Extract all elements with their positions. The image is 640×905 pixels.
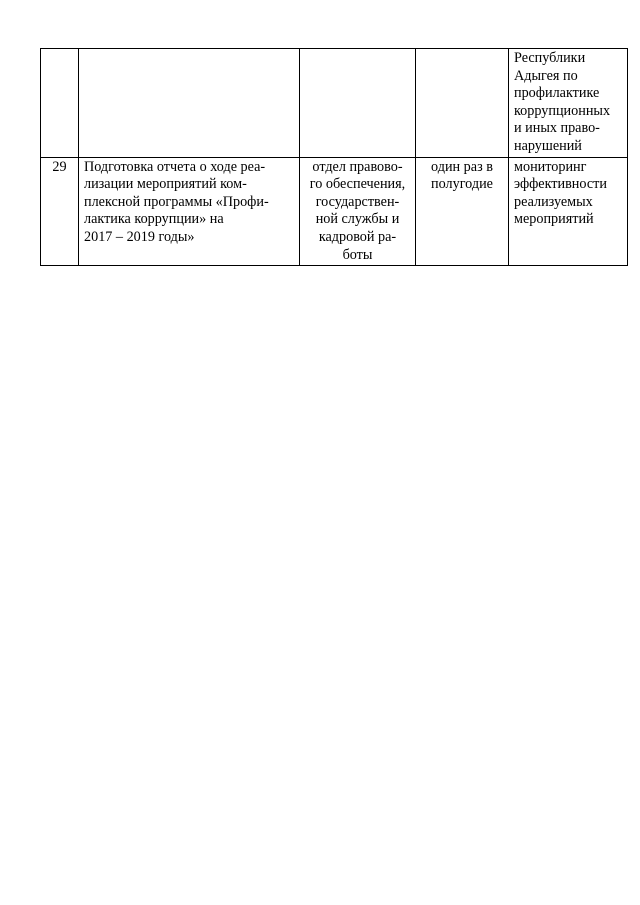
executor-line: боты — [342, 246, 373, 263]
measures-table — [40, 48, 628, 266]
table-row-continuation — [41, 49, 628, 158]
result-line: коррупционных — [514, 102, 611, 119]
cell-event — [79, 157, 300, 266]
event-line: лактика коррупции» на — [84, 211, 224, 228]
event-line: Подготовка отчета о ходе реа- — [84, 158, 266, 175]
result-line: мероприятий — [514, 211, 594, 228]
cell-executor — [300, 157, 416, 266]
result-line: Республики — [514, 50, 586, 66]
cell-executor — [300, 49, 416, 158]
cell-term — [416, 157, 509, 266]
executor-line: ной службы и — [315, 211, 400, 228]
event-line: плексной программы «Профи- — [84, 193, 269, 210]
event-line: лизации мероприятий ком- — [84, 176, 247, 193]
cell-number: 29 — [41, 157, 79, 266]
cell-result — [509, 157, 628, 266]
cell-term — [416, 49, 509, 158]
event-line: 2017 – 2019 годы» — [84, 228, 195, 245]
cell-result — [509, 49, 628, 158]
term-line: один раз в — [431, 158, 493, 175]
table-row-29 — [41, 157, 628, 266]
cell-number — [41, 49, 79, 158]
executor-line: го обеспечения, — [309, 176, 406, 193]
cell-event — [79, 49, 300, 158]
term-line: полугодие — [431, 176, 493, 193]
result-line: Адыгея по — [514, 67, 578, 84]
executor-line: кадровой ра- — [318, 228, 397, 245]
result-line: и иных право- — [514, 120, 600, 137]
result-line: реализуемых — [514, 193, 593, 210]
result-line: профилактике — [514, 85, 600, 102]
result-line: эффективности — [514, 176, 607, 193]
result-line: нарушений — [514, 137, 582, 154]
executor-line: отдел правово- — [312, 158, 403, 175]
result-line: мониторинг — [514, 158, 587, 175]
executor-line: государствен- — [315, 193, 400, 210]
